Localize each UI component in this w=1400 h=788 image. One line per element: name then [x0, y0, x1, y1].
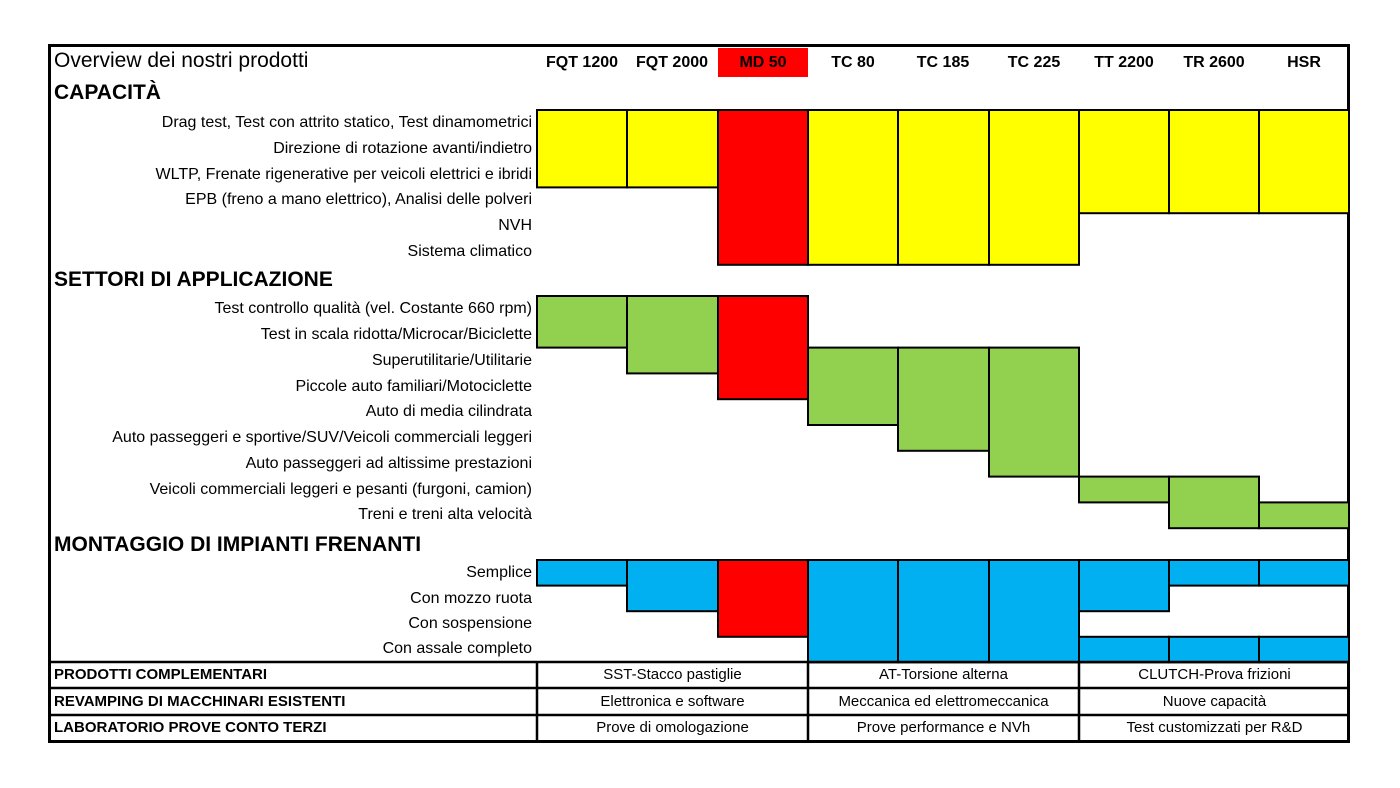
section-title-sectors: SETTORI DI APPLICAZIONE	[54, 268, 333, 291]
coverage-block-capacity-tc-80	[808, 110, 898, 265]
coverage-block-mounting-tr-2600	[1169, 637, 1259, 663]
row-label: Direzione di rotazione avanti/indietro	[273, 140, 532, 157]
product-header-fqt-1200: FQT 1200	[545, 54, 619, 71]
row-label: Auto passeggeri ad altissime prestazioni	[245, 455, 532, 472]
row-label: Auto passeggeri e sportive/SUV/Veicoli commerciali leggeri	[112, 429, 532, 446]
coverage-block-mounting-fqt-1200	[537, 560, 627, 586]
coverage-block-mounting-tc-225	[989, 560, 1079, 662]
coverage-block-sectors-tr-2600	[1169, 477, 1259, 529]
row-label: Con mozzo ruota	[410, 590, 532, 607]
footer-cell: CLUTCH-Prova frizioni	[1138, 666, 1291, 683]
coverage-block-mounting-hsr	[1259, 637, 1349, 663]
footer-cell: Prove di omologazione	[596, 719, 749, 736]
row-label: Veicoli commerciali leggeri e pesanti (furgoni, camion)	[149, 481, 532, 498]
coverage-block-mounting-tc-185	[898, 560, 989, 662]
footer-cell: Elettronica e software	[600, 693, 745, 710]
product-header-tc-225: TC 225	[1007, 54, 1061, 71]
page-title: Overview dei nostri prodotti	[54, 49, 309, 72]
product-header-tr-2600: TR 2600	[1183, 54, 1245, 71]
coverage-block-sectors-fqt-2000	[627, 296, 718, 373]
footer-cell: AT-Torsione alterna	[879, 666, 1008, 683]
coverage-block-mounting-tt-2200	[1079, 637, 1169, 663]
product-header-tc-80: TC 80	[831, 54, 875, 71]
footer-label-revamping: REVAMPING DI MACCHINARI ESISTENTI	[54, 693, 346, 710]
row-label: Con sospensione	[408, 615, 532, 632]
coverage-block-sectors-tc-80	[808, 348, 898, 425]
row-label: NVH	[498, 217, 532, 234]
coverage-block-capacity-md-50	[718, 110, 808, 265]
coverage-block-capacity-tc-225	[989, 110, 1079, 265]
row-label: Semplice	[466, 564, 532, 581]
product-header-fqt-2000: FQT 2000	[635, 54, 709, 71]
footer-cell: Test customizzati per R&D	[1126, 719, 1303, 736]
product-header-md-50: MD 50	[739, 54, 787, 71]
footer-label-complementary: PRODOTTI COMPLEMENTARI	[54, 666, 268, 683]
footer-cell: Prove performance e NVh	[856, 719, 1031, 736]
product-header-tc-185: TC 185	[916, 54, 970, 71]
coverage-block-sectors-tc-225	[989, 348, 1079, 477]
row-label: Sistema climatico	[407, 243, 532, 260]
coverage-block-capacity-tt-2200	[1079, 110, 1169, 213]
row-label: Drag test, Test con attrito statico, Test dinamometrici	[161, 114, 532, 131]
row-label: Test controllo qualità (vel. Costante 660 rpm)	[214, 300, 532, 317]
coverage-block-sectors-hsr	[1259, 502, 1349, 528]
coverage-block-capacity-tr-2600	[1169, 110, 1259, 213]
section-title-capacity: CAPACITÀ	[54, 81, 161, 104]
row-label: Piccole auto familiari/Motociclette	[295, 378, 532, 395]
row-label: EPB (freno a mano elettrico), Analisi delle polveri	[185, 191, 532, 208]
coverage-block-mounting-tc-80	[808, 560, 898, 662]
row-label: Test in scala ridotta/Microcar/Biciclette	[260, 326, 532, 343]
footer-label-lab: LABORATORIO PROVE CONTO TERZI	[54, 719, 327, 736]
row-label: WLTP, Frenate rigenerative per veicoli elettrici e ibridi	[155, 166, 532, 183]
footer-cell: Meccanica ed elettromeccanica	[838, 693, 1049, 710]
coverage-block-sectors-tc-185	[898, 348, 989, 451]
coverage-block-mounting-fqt-2000	[627, 560, 718, 611]
coverage-block-mounting-md-50	[718, 560, 808, 637]
footer-cell: SST-Stacco pastiglie	[603, 666, 742, 683]
coverage-block-mounting-hsr	[1259, 560, 1349, 586]
row-label: Superutilitarie/Utilitarie	[371, 352, 532, 369]
coverage-block-mounting-tr-2600	[1169, 560, 1259, 586]
row-label: Treni e treni alta velocità	[358, 506, 532, 523]
coverage-block-capacity-hsr	[1259, 110, 1349, 213]
coverage-block-mounting-tt-2200	[1079, 560, 1169, 611]
coverage-block-sectors-md-50	[718, 296, 808, 399]
footer-cell: Nuove capacità	[1162, 693, 1267, 710]
coverage-block-capacity-tc-185	[898, 110, 989, 265]
coverage-block-sectors-tt-2200	[1079, 477, 1169, 503]
coverage-block-capacity-fqt-1200	[537, 110, 627, 187]
section-title-mounting: MONTAGGIO DI IMPIANTI FRENANTI	[54, 533, 422, 556]
product-header-hsr: HSR	[1287, 54, 1321, 71]
product-header-tt-2200: TT 2200	[1094, 54, 1154, 71]
coverage-block-sectors-fqt-1200	[537, 296, 627, 348]
row-label: Auto di media cilindrata	[365, 403, 532, 420]
coverage-block-capacity-fqt-2000	[627, 110, 718, 187]
row-label: Con assale completo	[382, 640, 532, 657]
